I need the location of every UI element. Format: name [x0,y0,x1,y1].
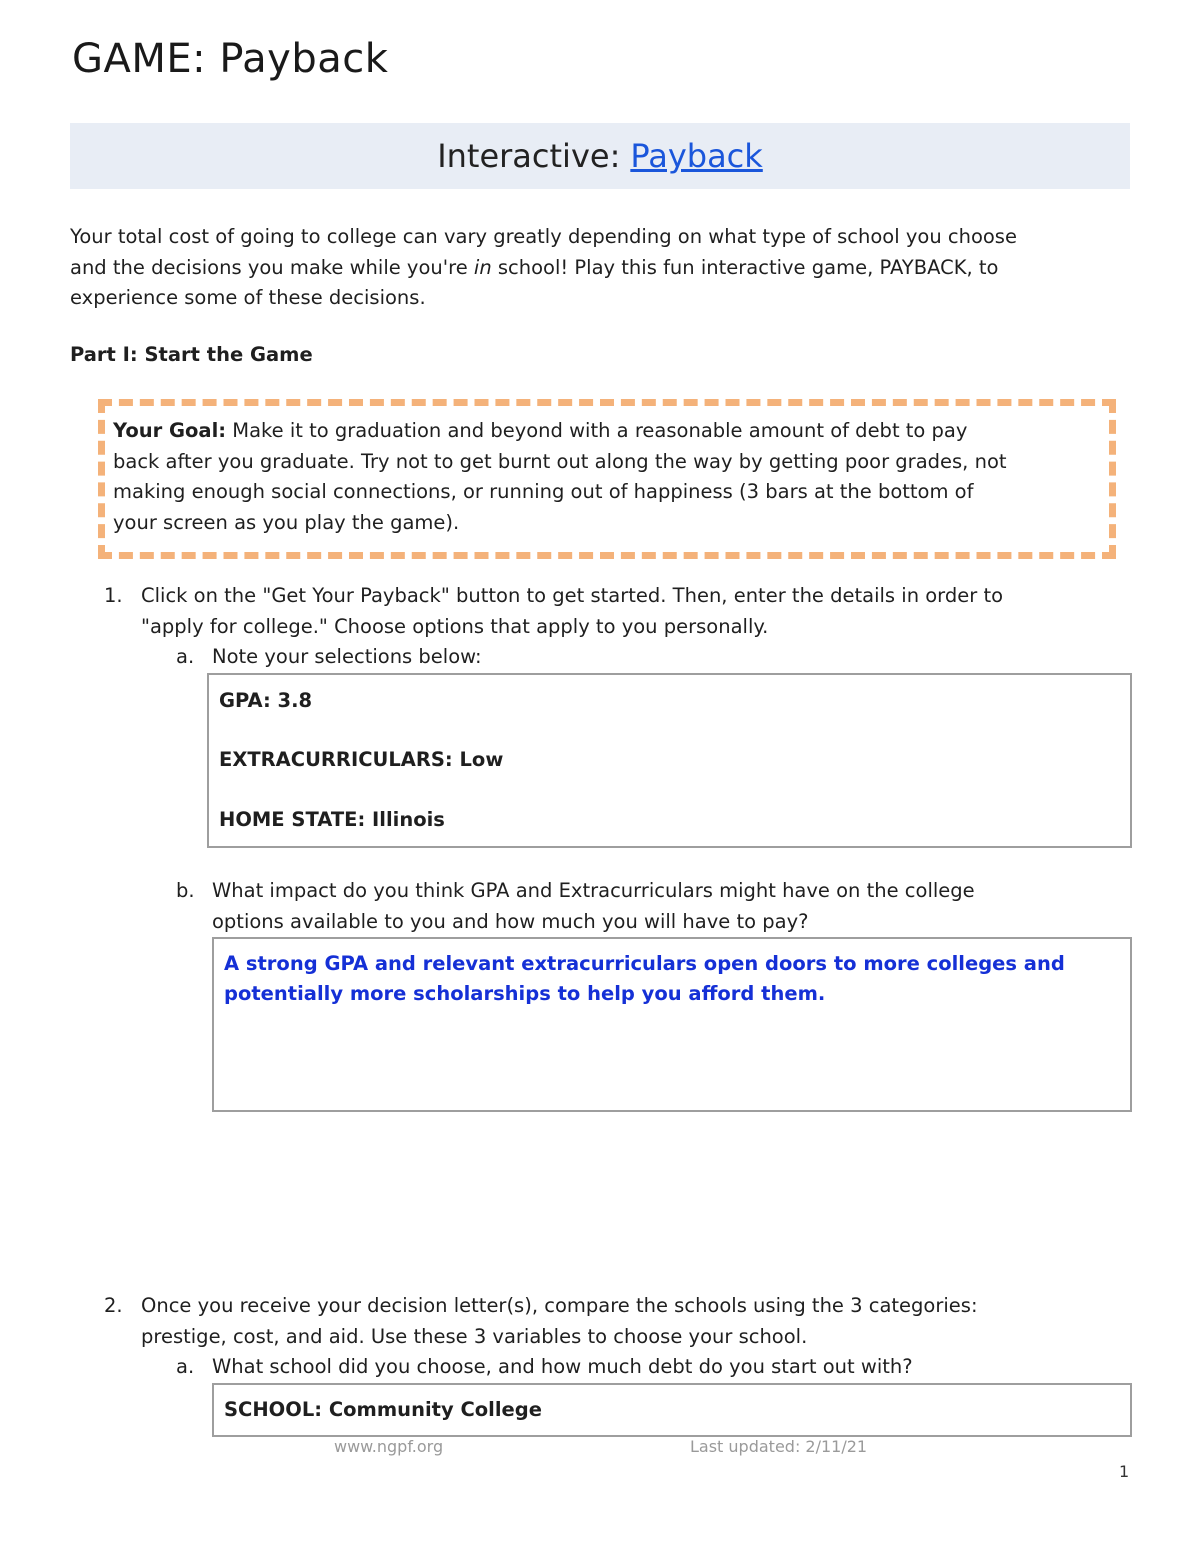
intro-line-1: Your total cost of going to college can vary greatly depending on what type of school you choose [70,225,1017,248]
part-heading: Part I: Start the Game [70,343,313,366]
intro-line-2 [70,253,1130,284]
goal-label: Your Goal: [113,419,227,442]
intro-line-2-italic: in [473,255,492,279]
page-title: GAME: Payback [72,36,389,82]
q2a-text: What school did you choose, and how much debt do you start out with? [212,1355,913,1378]
goal-line-4: your screen as you play the game). [113,510,460,534]
interactive-banner [70,123,1130,189]
q2-number: 2. [104,1294,123,1317]
intro-line-2-end: school! Play this fun interactive game, PAYBACK, to [491,255,999,279]
goal-line-1 [113,416,1101,447]
q2-line-1: Once you receive your decision letter(s), compare the schools using the 3 categories: [141,1294,978,1317]
intro-line-3: experience some of these decisions. [70,286,426,309]
extracurriculars-selection: EXTRACURRICULARS: Low [219,748,504,771]
school-box[interactable] [212,1383,1132,1437]
footer-updated: Last updated: 2/11/21 [690,1437,868,1456]
school-selection: SCHOOL: Community College [224,1398,542,1421]
q1b-text [212,876,1132,937]
impact-answer [224,949,1065,1009]
q1b-marker: b. [176,879,195,902]
payback-link[interactable]: Payback [630,137,763,175]
gpa-selection: GPA: 3.8 [219,689,313,712]
answer-line-2: potentially more scholarships to help you afford them. [224,982,826,1005]
page-number: 1 [1119,1462,1130,1481]
q1b-line-2: options available to you and how much you will have to pay? [212,909,809,933]
q2-line-2: prestige, cost, and aid. Use these 3 variables to choose your school. [141,1324,808,1348]
q2a-marker: a. [176,1355,195,1378]
footer-site: www.ngpf.org [334,1437,444,1456]
q1-number: 1. [104,584,123,607]
q1b-line-1: What impact do you think GPA and Extracurriculars might have on the college [212,879,975,902]
impact-answer-box[interactable] [212,937,1132,1112]
answer-line-1: A strong GPA and relevant extracurriculars open doors to more colleges and [224,952,1065,975]
goal-line-3: making enough social connections, or running out of happiness (3 bars at the bottom of [113,480,974,503]
q1a-text: Note your selections below: [212,645,482,668]
q1-line-2: "apply for college." Choose options that apply to you personally. [141,614,769,638]
q1a-marker: a. [176,645,195,668]
goal-line-2: back after you graduate. Try not to get burnt out along the way by getting poor grades, not [113,449,1007,473]
goal-box [98,399,1116,559]
home-state-selection: HOME STATE: Illinois [219,808,445,831]
selections-box[interactable] [207,673,1132,848]
q1-line-1: Click on the "Get Your Payback" button to get started. Then, enter the details in order to [141,584,1004,607]
q2-text [141,1291,1131,1352]
intro-line-2-start: and the decisions you make while you're [70,255,474,279]
goal-line-1-text: Make it to graduation and beyond with a reasonable amount of debt to pay [226,419,968,442]
banner-prefix: Interactive: [437,137,621,175]
q1-text [141,581,1131,642]
intro-paragraph [70,222,1130,314]
